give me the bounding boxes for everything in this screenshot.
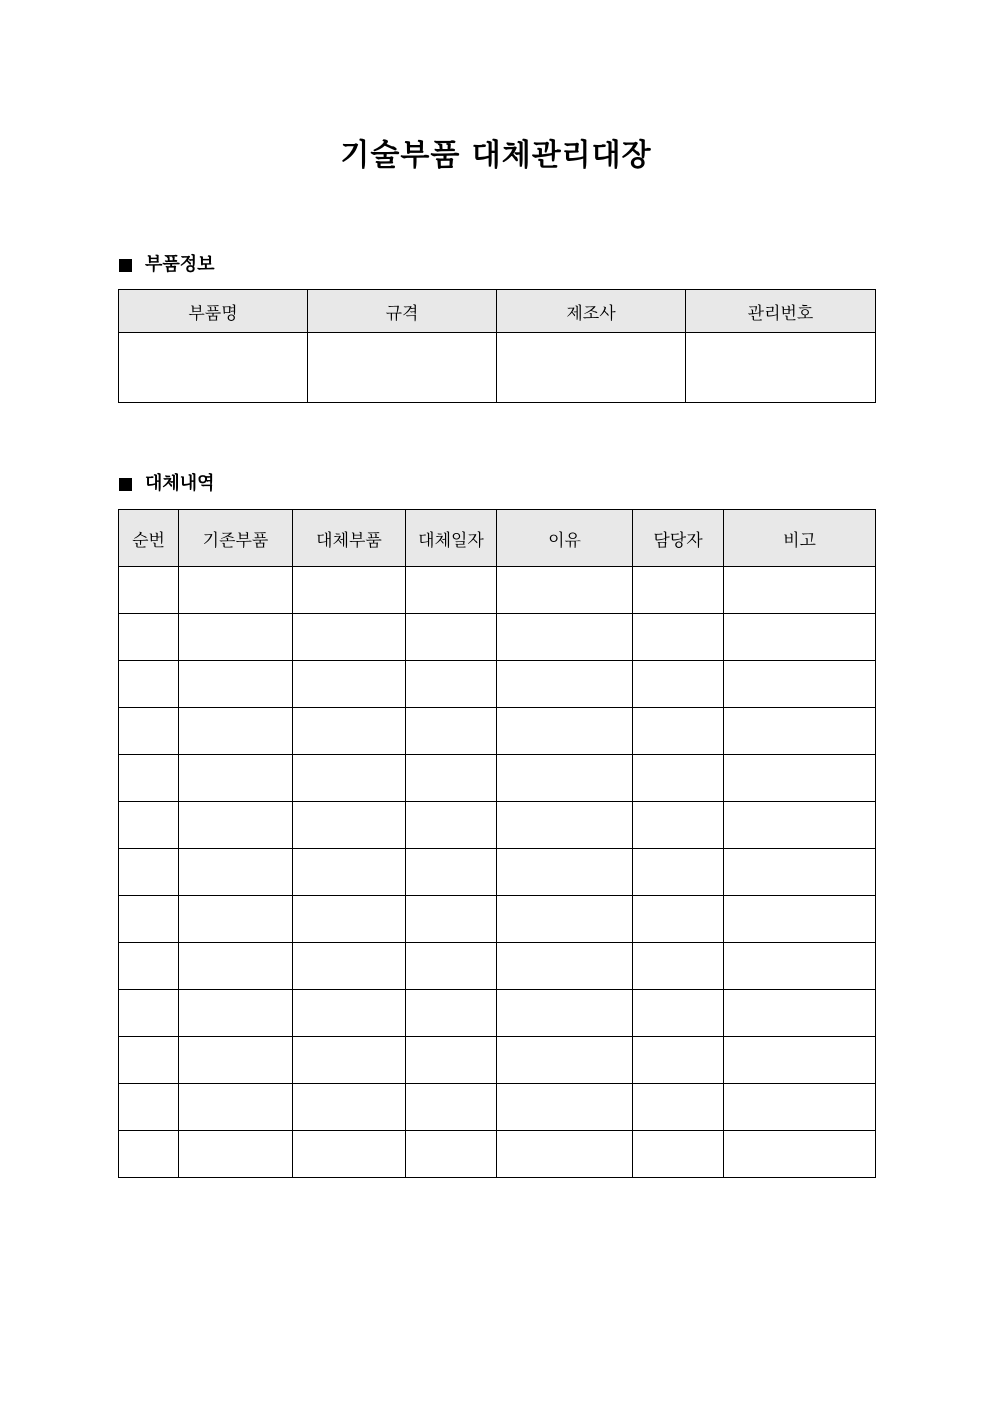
seq-cell[interactable] — [119, 614, 179, 661]
reason-cell[interactable] — [497, 661, 633, 708]
replace-date-cell[interactable] — [406, 614, 497, 661]
column-header-part-name: 부품명 — [119, 290, 308, 333]
reason-cell[interactable] — [497, 943, 633, 990]
table-row — [119, 802, 876, 849]
table-row — [119, 849, 876, 896]
seq-cell[interactable] — [119, 708, 179, 755]
replace-date-cell[interactable] — [406, 661, 497, 708]
person-in-charge-cell[interactable] — [633, 1131, 724, 1178]
person-in-charge-cell[interactable] — [633, 755, 724, 802]
part-name-cell[interactable] — [119, 333, 308, 403]
reason-cell[interactable] — [497, 1037, 633, 1084]
seq-cell[interactable] — [119, 849, 179, 896]
replace-date-cell[interactable] — [406, 567, 497, 614]
reason-cell[interactable] — [497, 896, 633, 943]
column-header-management-number: 관리번호 — [686, 290, 876, 333]
table-header-row — [119, 510, 876, 567]
new-part-cell[interactable] — [293, 708, 406, 755]
old-part-cell[interactable] — [179, 1131, 293, 1178]
seq-cell[interactable] — [119, 661, 179, 708]
column-header-replace-date: 대체일자 — [406, 510, 497, 567]
column-header-seq: 순번 — [119, 510, 179, 567]
column-header-new-part: 대체부품 — [293, 510, 406, 567]
old-part-cell[interactable] — [179, 1037, 293, 1084]
square-bullet-icon — [119, 259, 132, 272]
reason-cell[interactable] — [497, 990, 633, 1037]
replace-date-cell[interactable] — [406, 943, 497, 990]
section-heading-replacement-history — [119, 472, 215, 496]
new-part-cell[interactable] — [293, 567, 406, 614]
document-title: 기술부품 대체관리대장 — [340, 138, 652, 173]
old-part-cell[interactable] — [179, 990, 293, 1037]
seq-cell[interactable] — [119, 1131, 179, 1178]
replace-date-cell[interactable] — [406, 849, 497, 896]
table-row — [119, 708, 876, 755]
person-in-charge-cell[interactable] — [633, 708, 724, 755]
remarks-cell[interactable] — [724, 1037, 876, 1084]
person-in-charge-cell[interactable] — [633, 1037, 724, 1084]
table-row — [119, 567, 876, 614]
seq-cell[interactable] — [119, 567, 179, 614]
person-in-charge-cell[interactable] — [633, 614, 724, 661]
remarks-cell[interactable] — [724, 1084, 876, 1131]
spec-cell[interactable] — [308, 333, 497, 403]
remarks-cell[interactable] — [724, 896, 876, 943]
column-header-remarks: 비고 — [724, 510, 876, 567]
remarks-cell[interactable] — [724, 567, 876, 614]
replace-date-cell[interactable] — [406, 1037, 497, 1084]
new-part-cell[interactable] — [293, 802, 406, 849]
old-part-cell[interactable] — [179, 802, 293, 849]
old-part-cell[interactable] — [179, 708, 293, 755]
seq-cell[interactable] — [119, 755, 179, 802]
seq-cell[interactable] — [119, 1037, 179, 1084]
seq-cell[interactable] — [119, 943, 179, 990]
old-part-cell[interactable] — [179, 567, 293, 614]
person-in-charge-cell[interactable] — [633, 943, 724, 990]
column-header-person-in-charge: 담당자 — [633, 510, 724, 567]
new-part-cell[interactable] — [293, 614, 406, 661]
reason-cell[interactable] — [497, 614, 633, 661]
square-bullet-icon — [119, 478, 132, 491]
table-row — [119, 990, 876, 1037]
replace-date-cell[interactable] — [406, 802, 497, 849]
person-in-charge-cell[interactable] — [633, 896, 724, 943]
column-header-old-part: 기존부품 — [179, 510, 293, 567]
old-part-cell[interactable] — [179, 1084, 293, 1131]
new-part-cell[interactable] — [293, 896, 406, 943]
reason-cell[interactable] — [497, 1084, 633, 1131]
reason-cell[interactable] — [497, 708, 633, 755]
manufacturer-cell[interactable] — [497, 333, 686, 403]
new-part-cell[interactable] — [293, 943, 406, 990]
person-in-charge-cell[interactable] — [633, 802, 724, 849]
remarks-cell[interactable] — [724, 849, 876, 896]
new-part-cell[interactable] — [293, 1037, 406, 1084]
new-part-cell[interactable] — [293, 661, 406, 708]
remarks-cell[interactable] — [724, 755, 876, 802]
person-in-charge-cell[interactable] — [633, 661, 724, 708]
seq-cell[interactable] — [119, 896, 179, 943]
replace-date-cell[interactable] — [406, 1131, 497, 1178]
table-row — [119, 333, 876, 403]
table-row — [119, 755, 876, 802]
remarks-cell[interactable] — [724, 802, 876, 849]
table-row — [119, 1084, 876, 1131]
remarks-cell[interactable] — [724, 708, 876, 755]
replacement-history-table — [118, 509, 876, 1178]
replace-date-cell[interactable] — [406, 1084, 497, 1131]
table-row — [119, 943, 876, 990]
remarks-cell[interactable] — [724, 614, 876, 661]
old-part-cell[interactable] — [179, 614, 293, 661]
replace-date-cell[interactable] — [406, 990, 497, 1037]
reason-cell[interactable] — [497, 1131, 633, 1178]
replace-date-cell[interactable] — [406, 755, 497, 802]
table-row — [119, 661, 876, 708]
management-number-cell[interactable] — [686, 333, 876, 403]
replace-date-cell[interactable] — [406, 708, 497, 755]
person-in-charge-cell[interactable] — [633, 1084, 724, 1131]
new-part-cell[interactable] — [293, 849, 406, 896]
column-header-spec: 규격 — [308, 290, 497, 333]
remarks-cell[interactable] — [724, 661, 876, 708]
section-heading-parts-info — [119, 253, 215, 277]
remarks-cell[interactable] — [724, 990, 876, 1037]
table-row — [119, 1037, 876, 1084]
remarks-cell[interactable] — [724, 1131, 876, 1178]
old-part-cell[interactable] — [179, 755, 293, 802]
section-heading-label: 부품정보 — [145, 254, 215, 275]
table-header-row — [119, 290, 876, 333]
reason-cell[interactable] — [497, 849, 633, 896]
new-part-cell[interactable] — [293, 990, 406, 1037]
section-heading-label: 대체내역 — [145, 473, 215, 494]
person-in-charge-cell[interactable] — [633, 990, 724, 1037]
reason-cell[interactable] — [497, 802, 633, 849]
old-part-cell[interactable] — [179, 849, 293, 896]
table-row — [119, 614, 876, 661]
person-in-charge-cell[interactable] — [633, 849, 724, 896]
new-part-cell[interactable] — [293, 755, 406, 802]
replace-date-cell[interactable] — [406, 896, 497, 943]
column-header-manufacturer: 제조사 — [497, 290, 686, 333]
old-part-cell[interactable] — [179, 943, 293, 990]
column-header-reason: 이유 — [497, 510, 633, 567]
parts-info-table — [118, 289, 876, 403]
new-part-cell[interactable] — [293, 1084, 406, 1131]
seq-cell[interactable] — [119, 802, 179, 849]
person-in-charge-cell[interactable] — [633, 567, 724, 614]
reason-cell[interactable] — [497, 567, 633, 614]
seq-cell[interactable] — [119, 1084, 179, 1131]
old-part-cell[interactable] — [179, 896, 293, 943]
seq-cell[interactable] — [119, 990, 179, 1037]
old-part-cell[interactable] — [179, 661, 293, 708]
replacement-history-body — [119, 567, 876, 1178]
remarks-cell[interactable] — [724, 943, 876, 990]
new-part-cell[interactable] — [293, 1131, 406, 1178]
table-row — [119, 1131, 876, 1178]
reason-cell[interactable] — [497, 755, 633, 802]
table-row — [119, 896, 876, 943]
